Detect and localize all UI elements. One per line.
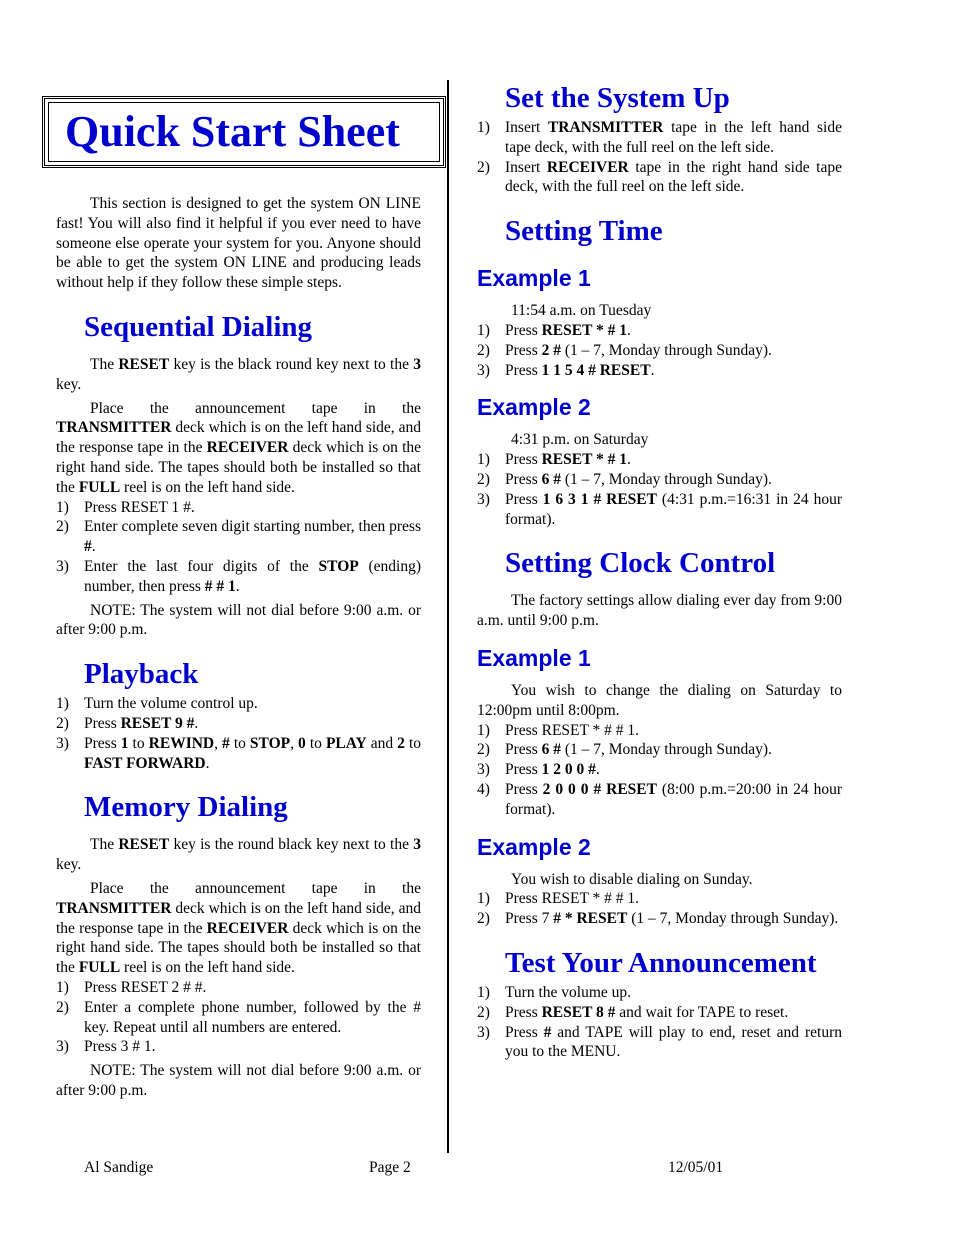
list-item-text-run: Turn the volume up.: [505, 983, 632, 1001]
list-item-text-run: PLAY: [325, 734, 367, 752]
list-item-text-run: ,: [290, 734, 299, 752]
list-item: [56, 978, 421, 998]
list-item-text-run: (ending) number, then press: [84, 557, 421, 595]
list-item-number: 3): [477, 361, 490, 379]
title-box: [42, 96, 446, 168]
list-item-text-run: to: [229, 734, 250, 752]
list-item: [477, 740, 842, 760]
list-item-text-run: 6 #: [541, 470, 561, 488]
list-item-text-run: 1 2 0 0 #: [541, 761, 596, 779]
list-item: [477, 780, 842, 820]
memory-p2-text-run: deck which is on the left hand side, and the response tape in the: [56, 899, 421, 937]
sequential-p2-text-run: deck which is on the left hand side, and the response tape in the: [56, 419, 421, 457]
list-item-number: 3): [56, 734, 69, 752]
clock-example2-steps: [477, 889, 842, 929]
list-item-number: 4): [477, 780, 490, 798]
time-example2-intro: 4:31 p.m. on Saturday: [511, 431, 649, 449]
list-item-text-run: Press: [505, 1023, 544, 1041]
list-item-text-run: STOP: [318, 557, 359, 575]
list-item-text-run: Press: [505, 741, 542, 759]
list-item-text-run: to: [128, 734, 149, 752]
time-example2-steps: [477, 450, 842, 529]
list-item-text-run: Press: [505, 470, 542, 488]
list-item-text-run: Insert: [505, 119, 548, 136]
list-item: [477, 470, 842, 490]
list-item-number: 2): [56, 998, 69, 1016]
playback-heading: Playback: [84, 658, 199, 691]
list-item-number: 2): [477, 341, 490, 359]
clock-control-heading: Setting Clock Control: [505, 547, 776, 580]
list-item-text-run: Insert: [505, 158, 547, 176]
list-item-text-run: .: [235, 577, 240, 595]
sequential-p1-text-run: key is the black round key next to the: [169, 355, 414, 373]
list-item-text-run: 1 6 3 1 # RESET: [542, 490, 657, 508]
memory-p2-text-run: RECEIVER: [206, 919, 289, 937]
list-item-text-run: 2 0 0 0 # RESET: [542, 780, 657, 798]
list-item-text-run: Press RESET * # # 1.: [505, 721, 640, 739]
list-item: [56, 714, 421, 734]
list-item-text-run: Press 7: [505, 910, 554, 928]
footer-author: Al Sandige: [84, 1159, 154, 1176]
list-item-text-run: (1 – 7, Monday through Sunday).: [560, 470, 772, 488]
list-item-text-run: tape in the right hand side tape deck, with the full reel on the left side.: [505, 158, 842, 196]
footer-date: 12/05/01: [668, 1159, 724, 1176]
list-item-text-run: and wait for TAPE to reset.: [615, 1003, 789, 1021]
list-item-number: 3): [477, 761, 490, 779]
list-item-number: 1): [477, 721, 490, 739]
sequential-p1-text-run: The: [90, 355, 119, 373]
clock-example1-steps: [477, 721, 842, 820]
list-item-text-run: .: [194, 714, 199, 732]
list-item-text-run: Press RESET 1 #.: [84, 498, 195, 516]
list-item: [477, 889, 842, 909]
list-item: [477, 341, 842, 361]
clock-example1-intro: You wish to change the dialing on Saturday to 12:00pm until 8:00pm.: [477, 681, 842, 719]
list-item: [477, 909, 842, 929]
list-item-text-run: # # 1: [204, 577, 236, 595]
list-item: [56, 498, 421, 518]
list-item-number: 2): [477, 470, 490, 488]
sequential-p1: [56, 355, 421, 395]
memory-p1-text-run: key.: [56, 856, 82, 874]
list-item: [477, 490, 842, 530]
memory-p1-text-run: The: [90, 836, 119, 854]
sequential-note: NOTE: The system will not dial before 9:00 a.m. or after 9:00 p.m.: [56, 601, 421, 639]
memory-steps: [56, 978, 421, 1057]
list-item-text-run: Press RESET * # # 1.: [505, 890, 640, 908]
column-divider: [447, 80, 449, 1153]
list-item-text-run: (1 – 7, Monday through Sunday).: [560, 341, 772, 359]
list-item-text-run: # * RESET: [553, 910, 628, 928]
time-example1-steps: [477, 321, 842, 380]
clock-intro: The factory settings allow dialing ever day from 9:00 a.m. until 9:00 p.m.: [477, 592, 842, 630]
list-item-text-run: .: [627, 451, 631, 469]
list-item-text-run: Press: [505, 1003, 542, 1021]
left-column: [56, 96, 421, 1101]
list-item-number: 3): [477, 490, 490, 508]
list-item-text-run: RESET * # 1: [541, 321, 628, 339]
list-item-text-run: ,: [214, 734, 223, 752]
memory-p2-text-run: TRANSMITTER: [56, 899, 172, 917]
test-steps: [477, 983, 842, 1062]
list-item-text-run: RECEIVER: [546, 158, 629, 176]
list-item: [477, 1003, 842, 1023]
list-item-text-run: 2: [397, 734, 405, 752]
memory-p1-text-run: key is the round black key next to the: [169, 836, 414, 854]
list-item-number: 1): [477, 890, 490, 908]
list-item-text-run: Press: [505, 780, 543, 798]
list-item: [56, 694, 421, 714]
list-item-number: 1): [56, 978, 69, 996]
list-item: [56, 734, 421, 774]
list-item-text-run: Press: [505, 341, 542, 359]
list-item-text-run: RESET * # 1: [541, 451, 628, 469]
list-item-number: 1): [477, 451, 490, 469]
list-item-text-run: (8:00 p.m.=20:00 in 24 hour format).: [505, 780, 842, 818]
list-item: [477, 361, 842, 381]
list-item-text-run: to: [404, 734, 422, 752]
memory-dialing-heading: Memory Dialing: [84, 791, 288, 824]
sequential-p2: [56, 399, 421, 498]
time-example1-intro: 11:54 a.m. on Tuesday: [511, 302, 652, 320]
list-item-number: 3): [477, 1023, 490, 1041]
list-item-number: 1): [477, 983, 490, 1001]
list-item: [477, 760, 842, 780]
list-item-text-run: REWIND: [148, 734, 215, 752]
list-item-text-run: #: [543, 1023, 552, 1041]
test-announcement-heading: Test Your Announcement: [505, 946, 817, 979]
list-item-text-run: .: [627, 321, 631, 339]
sequential-p2-text-run: RECEIVER: [206, 439, 289, 457]
list-item: [477, 721, 842, 741]
list-item-text-run: .: [205, 754, 210, 772]
list-item: [56, 1037, 421, 1057]
list-item-text-run: RESET 9 #: [120, 714, 195, 732]
list-item-text-run: tape in the left hand side tape deck, with the full reel on the left side.: [505, 119, 842, 156]
sequential-p1-text-run: key.: [56, 375, 82, 393]
list-item-text-run: Press: [505, 451, 542, 469]
memory-note: NOTE: The system will not dial before 9:00 a.m. or after 9:00 p.m.: [56, 1062, 421, 1099]
list-item-text-run: TRANSMITTER: [547, 119, 664, 136]
list-item-text-run: FAST FORWARD: [84, 754, 206, 772]
list-item-number: 2): [477, 1003, 490, 1021]
list-item-number: 1): [56, 695, 69, 713]
list-item: [56, 998, 421, 1038]
list-item-text-run: (1 – 7, Monday through Sunday).: [560, 741, 772, 759]
list-item: [477, 1023, 842, 1063]
list-item-text-run: STOP: [249, 734, 291, 752]
list-item-number: 1): [477, 321, 490, 339]
sequential-p2-text-run: deck which is on the right hand side. The tapes should both be installed so that the: [56, 439, 421, 496]
list-item-text-run: .: [650, 361, 655, 379]
list-item-text-run: Press: [505, 490, 543, 508]
list-item-number: 1): [56, 498, 69, 516]
list-item: [477, 450, 842, 470]
sequential-p1-text-run: RESET: [118, 355, 170, 373]
list-item-text-run: (4:31 p.m.=16:31 in 24 hour format).: [505, 490, 842, 528]
memory-p2-text-run: reel is on the left hand side.: [120, 959, 295, 977]
list-item-text-run: Press: [84, 734, 121, 752]
list-item: [477, 321, 842, 341]
list-item-text-run: .: [91, 538, 96, 556]
memory-p2-text-run: deck which is on the right hand side. The tapes should both be installed so that the: [56, 919, 421, 977]
setup-steps: [477, 118, 842, 197]
list-item-text-run: RESET 8 #: [541, 1003, 616, 1021]
list-item-text-run: to: [305, 734, 326, 752]
list-item-text-run: Press RESET 2 # #.: [84, 978, 207, 996]
list-item-number: 1): [477, 119, 490, 136]
clock-example2-heading: Example 2: [477, 833, 591, 860]
memory-p1-text-run: RESET: [118, 836, 170, 854]
sequential-p2-text-run: FULL: [78, 478, 121, 496]
memory-p1-text-run: 3: [413, 836, 421, 854]
list-item: [477, 118, 842, 158]
sequential-p2-text-run: reel is on the left hand side.: [120, 478, 295, 496]
memory-p2-text-run: FULL: [78, 959, 121, 977]
page-title: Quick Start Sheet: [48, 102, 440, 162]
clock-example2-intro: You wish to disable dialing on Sunday.: [511, 870, 753, 888]
sequential-p2-text-run: TRANSMITTER: [56, 419, 172, 437]
list-item-text-run: and TAPE will play to end, reset and return you to the MENU.: [505, 1023, 842, 1061]
list-item-number: 2): [477, 910, 490, 928]
list-item-number: 2): [56, 714, 69, 732]
memory-p2: [56, 879, 421, 978]
list-item-number: 2): [477, 158, 490, 176]
sequential-p1-text-run: 3: [413, 355, 421, 373]
time-example2-heading: Example 2: [477, 394, 591, 421]
playback-steps: [56, 694, 421, 773]
sequential-dialing-heading: Sequential Dialing: [84, 310, 313, 343]
clock-example1-heading: Example 1: [477, 644, 591, 671]
memory-p1: [56, 835, 421, 875]
list-item-text-run: Enter complete seven digit starting number, then press: [84, 518, 421, 536]
list-item-text-run: 1 1 5 4 # RESET: [541, 361, 651, 379]
list-item-text-run: Press: [505, 321, 542, 339]
list-item-text-run: 1: [120, 734, 129, 752]
list-item-text-run: 0: [298, 734, 306, 752]
list-item-text-run: 2 #: [541, 341, 561, 359]
list-item-text-run: 6 #: [541, 741, 561, 759]
list-item-text-run: (1 – 7, Monday through Sunday).: [627, 910, 839, 928]
list-item-number: 3): [56, 1038, 69, 1056]
intro-paragraph: This section is designed to get the system ON LINE fast! You will also find it helpful if you ever need to have someone else operate your system for you. Anyone should be able to get the system ON LINE and producing leads without help if they follow these simple steps.: [56, 195, 421, 292]
list-item: [56, 557, 421, 597]
list-item-text-run: Press: [505, 361, 542, 379]
list-item: [477, 158, 842, 198]
sequential-p2-text-run: Place the announcement tape in the: [90, 399, 421, 417]
time-example1-heading: Example 1: [477, 265, 591, 292]
list-item-text-run: Press 3 # 1.: [84, 1038, 156, 1056]
list-item-number: 3): [56, 557, 69, 575]
list-item-text-run: #: [222, 734, 230, 752]
list-item-text-run: #: [84, 538, 92, 556]
list-item-number: 2): [477, 741, 490, 759]
list-item-text-run: Enter a complete phone number, followed by the # key. Repeat until all numbers are entered.: [84, 998, 421, 1036]
list-item-text-run: Turn the volume control up.: [84, 695, 258, 713]
list-item-text-run: Press: [505, 761, 542, 779]
list-item-number: 2): [56, 518, 69, 536]
footer-page-number: Page 2: [369, 1159, 411, 1176]
memory-p2-text-run: Place the announcement tape in the: [90, 879, 421, 897]
list-item-text-run: .: [595, 761, 600, 779]
sequential-steps: [56, 498, 421, 597]
setting-time-heading: Setting Time: [505, 215, 663, 248]
list-item-text-run: Enter the last four digits of the: [84, 557, 319, 575]
setup-heading: Set the System Up: [505, 82, 730, 114]
list-item: [56, 517, 421, 557]
right-column: [477, 78, 842, 1062]
list-item: [477, 983, 842, 1003]
list-item-text-run: Press: [84, 714, 121, 732]
list-item-text-run: and: [366, 734, 398, 752]
